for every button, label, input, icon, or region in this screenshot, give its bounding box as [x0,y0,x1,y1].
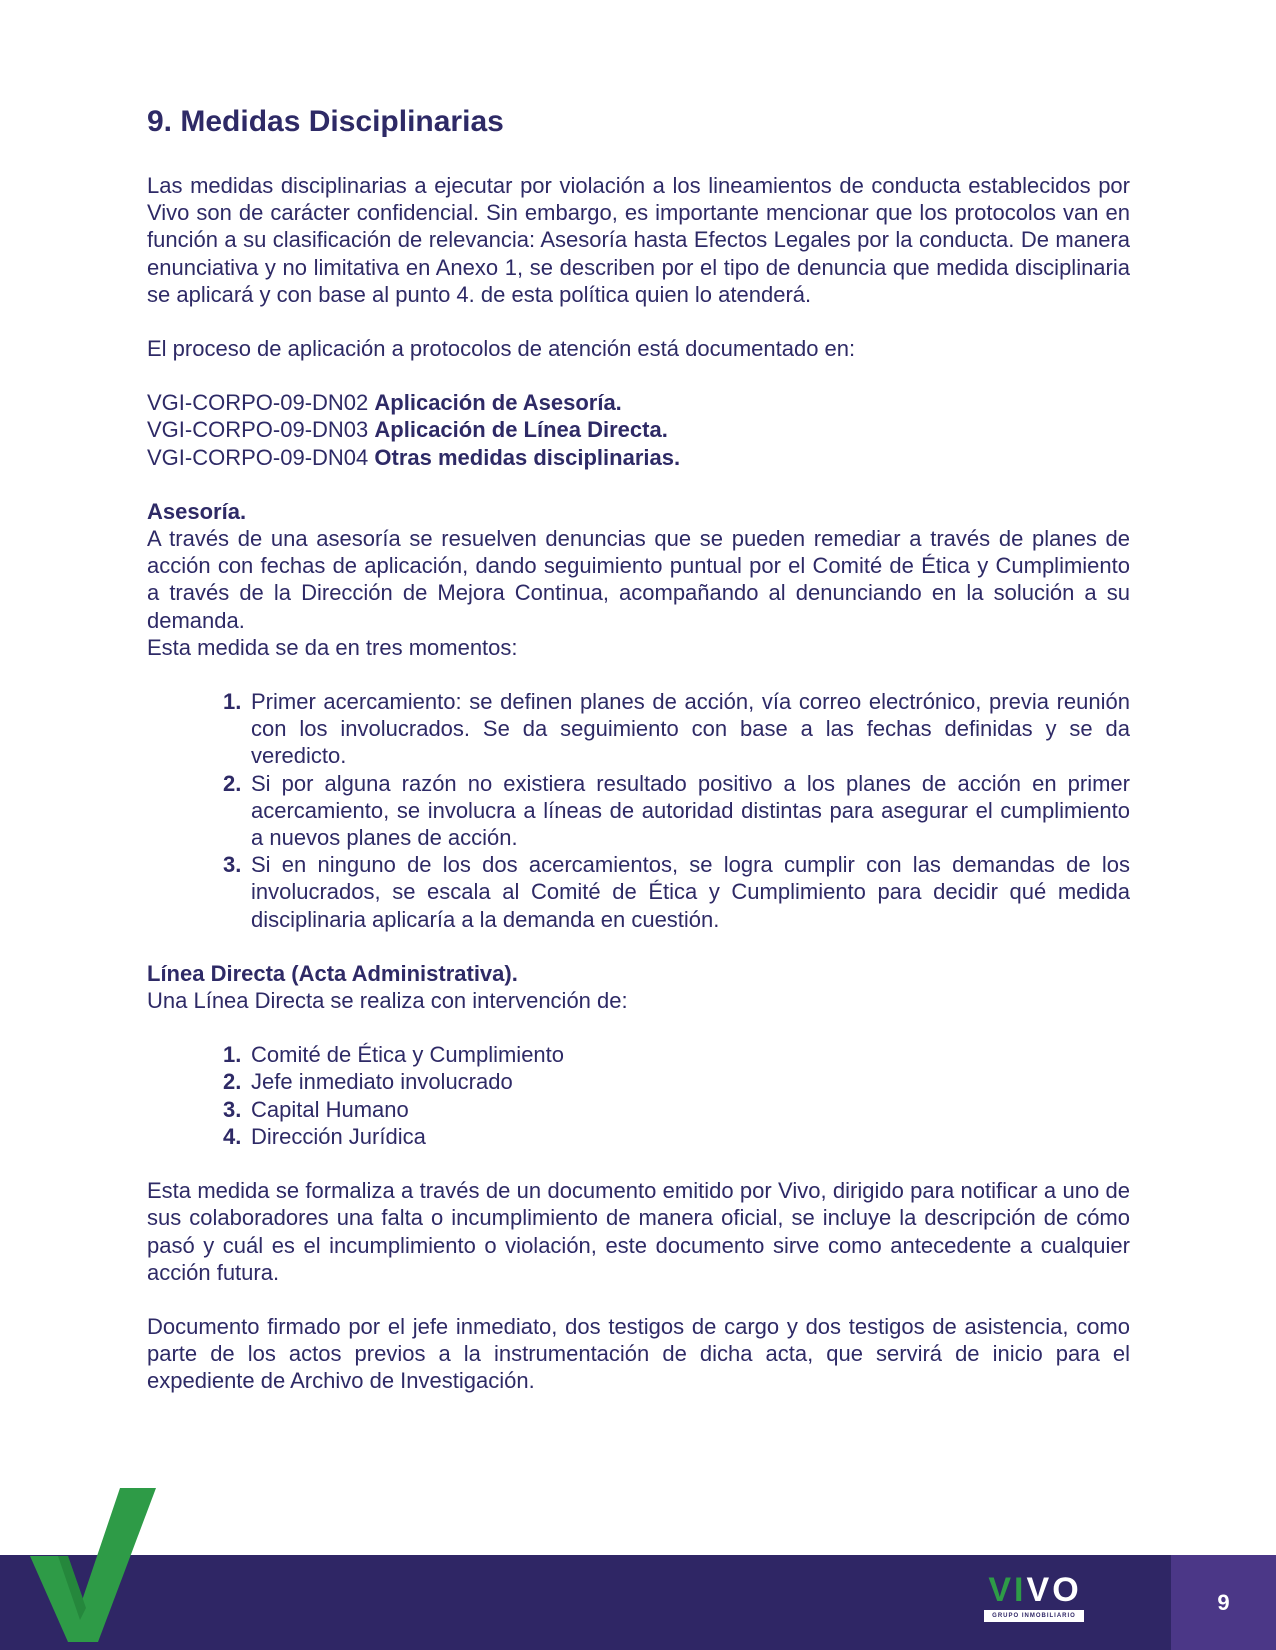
signature-paragraph: Documento firmado por el jefe inmediato, dos testigos de cargo y dos testigos de asistencia, como parte de los actos previos a la instrumentación de dicha acta, que servirá de inicio para el expediente de Archivo de Investigación. [147,1313,1130,1394]
asesoria-paragraph: A través de una asesoría se resuelven denuncias que se pueden remediar a través de planes de acción con fechas de aplicación, dando seguimiento puntual por el Comité de Ética y Cumplimiento a través de la Dirección de Mejora Continua, acompañando al denunciando en la solución a su demanda. [147,526,1130,633]
protocol-list [147,389,1130,471]
protocol-code: VGI-CORPO-09-DN03 [147,417,369,443]
process-paragraph: El proceso de aplicación a protocolos de atención está documentado en: [147,336,856,362]
asesoria-heading: Asesoría. [147,498,247,524]
list-item [223,1041,1130,1068]
list-number: 3. [223,852,242,878]
protocol-item [147,444,1130,471]
list-text: Si por alguna razón no existiera resultado positivo a los planes de acción en primer acercamiento, se involucra a líneas de autoridad distintas para asegurar el cumplimiento a nuevos planes de acción. [251,770,1130,851]
protocol-code: VGI-CORPO-09-DN02 [147,390,369,416]
list-number: 4. [223,1123,242,1149]
formalization-paragraph: Esta medida se formaliza a través de un documento emitido por Vivo, dirigido para notificar a uno de sus colaboradores una falta o incumplimiento de manera oficial, se incluye la descripción de cómo pasó y cuál es el incumplimiento o violación, este documento sirve como antecedente a cualquier acción futura. [147,1178,1130,1285]
page-number: 9 [1217,1589,1230,1615]
participants-list [147,1041,1130,1150]
list-text: Jefe inmediato involucrado [251,1069,513,1095]
list-item [223,1096,1130,1123]
list-text: Dirección Jurídica [251,1123,426,1149]
list-item [223,688,1130,770]
linea-directa-heading: Línea Directa (Acta Administrativa). [147,960,518,986]
protocol-title: Aplicación de Asesoría. [374,390,622,416]
intro-paragraph: Las medidas disciplinarias a ejecutar por violación a los lineamientos de conducta establecidos por Vivo son de carácter confidencial. Sin embargo, es importante mencionar que los protocolos van en función a su clasificación de relevancia: Asesoría hasta Efectos Legales por la conducta. De manera enunciativa y no limitativa en Anexo 1, se describen por el tipo de denuncia que medida disciplinaria se aplicará y con base al punto 4. de esta política quien lo atenderá. [147,173,1130,307]
list-item [223,770,1130,852]
list-text: Capital Humano [251,1096,409,1122]
list-number: 1. [223,1042,242,1068]
protocol-title: Aplicación de Línea Directa. [374,417,668,443]
list-number: 1. [223,689,242,715]
list-item [223,851,1130,933]
protocol-item [147,416,1130,443]
list-number: 2. [223,770,242,796]
list-item [223,1068,1130,1095]
list-item [223,1123,1130,1150]
list-number: 3. [223,1096,242,1122]
logo-wordmark: VIVO [988,1571,1082,1609]
logo-subtitle: GRUPO INMOBILIARIO [984,1610,1084,1622]
vivo-logo [980,1570,1090,1630]
protocol-title: Otras medidas disciplinarias. [374,444,681,470]
protocol-code: VGI-CORPO-09-DN04 [147,444,369,470]
protocol-item [147,389,1130,416]
page-number-box [1171,1555,1276,1650]
page-content [147,100,1130,1395]
list-text: Comité de Ética y Cumplimiento [251,1042,565,1068]
section-heading: 9. Medidas Disciplinarias [147,105,504,138]
linea-directa-intro: Una Línea Directa se realiza con intervención de: [147,988,628,1014]
list-number: 2. [223,1069,242,1095]
check-mark-icon [0,1480,160,1650]
list-text: Primer acercamiento: se definen planes de acción, vía correo electrónico, previa reunión con los involucrados. Se da seguimiento con base a las fechas definidas y se da veredicto. [251,689,1130,769]
moments-intro: Esta medida se da en tres momentos: [147,634,518,660]
list-text: Si en ninguno de los dos acercamientos, se logra cumplir con las demandas de los involucrados, se escala al Comité de Ética y Cumplimiento para decidir qué medida disciplinaria aplicaría a la demanda en cuestión. [251,852,1130,932]
moments-list [147,688,1130,933]
